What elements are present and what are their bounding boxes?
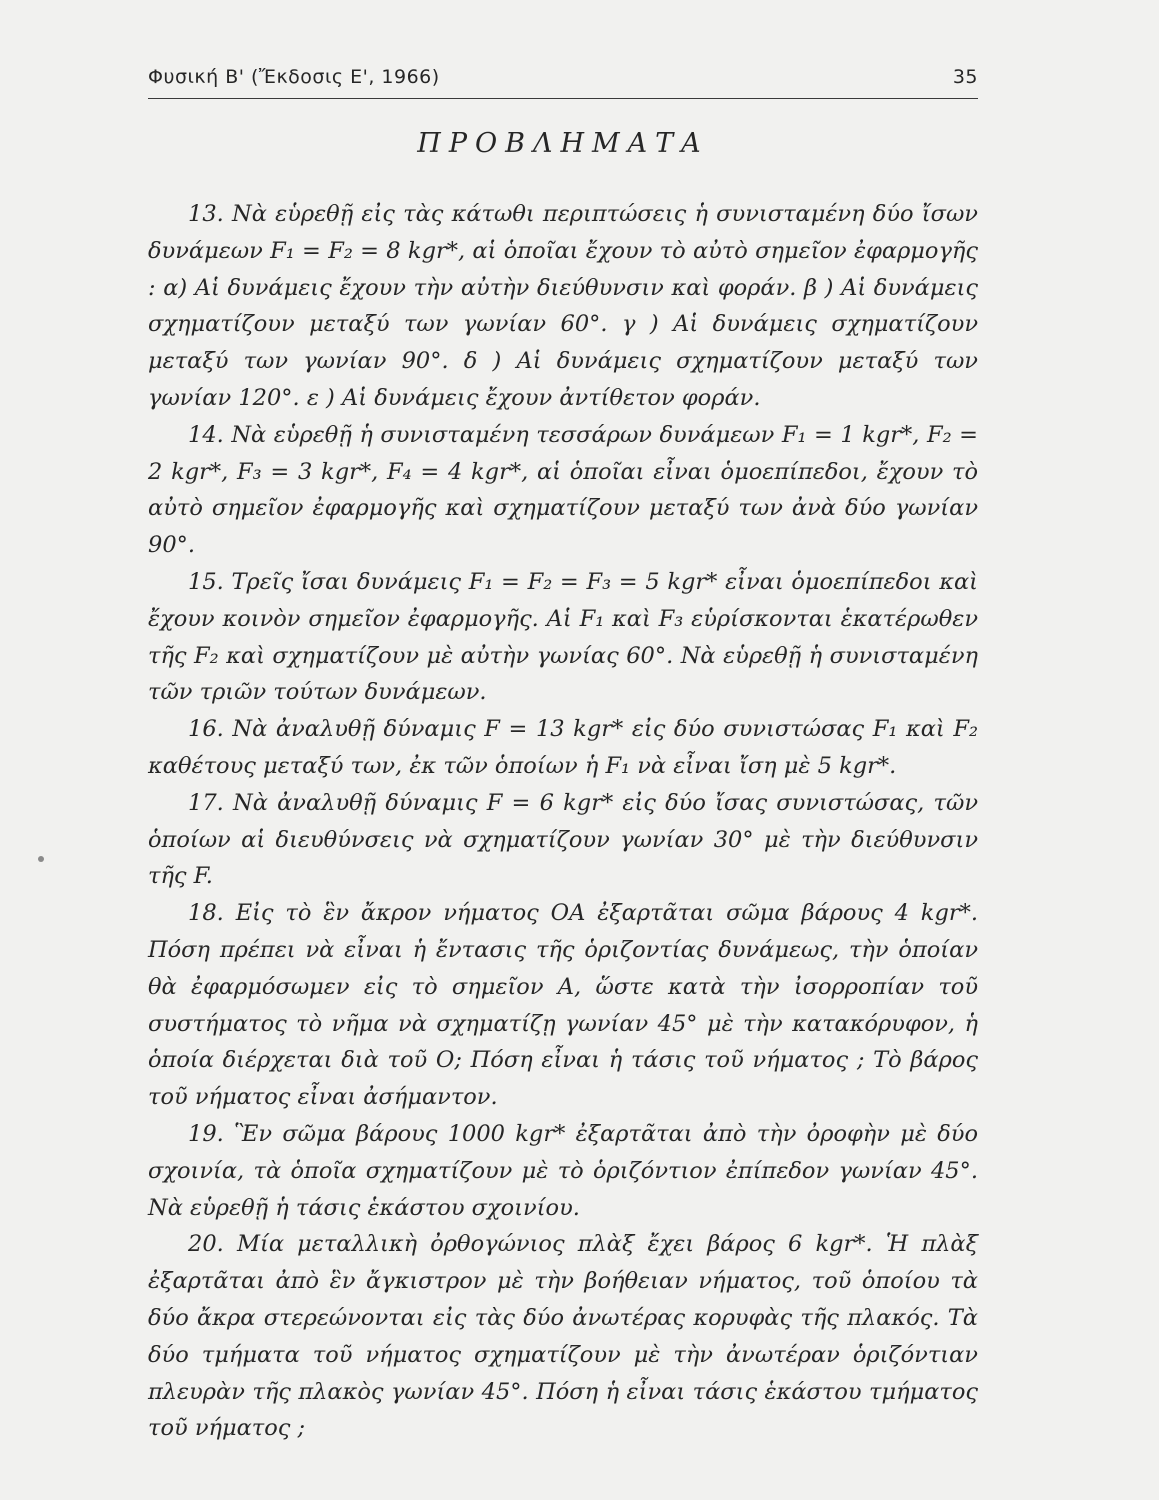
problem-19 — [148, 1116, 978, 1226]
page-number: 35 — [952, 66, 978, 88]
problem-text: Μία μεταλλικὴ ὀρθογώνιος πλὰξ ἔχει βάρος 6 kgr*. Ἡ πλὰξ ἐξαρτᾶται ἀπὸ ἓν ἄγκιστρον μὲ τὴν βοήθειαν νήματος, τοῦ ὁποίου τὰ δύο ἄκρα στερεώνονται εἰς τὰς δύο ἀνωτέρας κορυφὰς τῆς πλακός. Τὰ δύο τμήματα τοῦ νήματος σχηματίζουν μὲ τὴν ἀνωτέραν ὁριζόντιαν πλευρὰν τῆς πλακὸς γωνίαν 45°. Πόση ἡ εἶναι τάσις ἑκάστου τμήματος τοῦ νήματος ; — [148, 1231, 978, 1442]
problem-14 — [148, 417, 978, 564]
problem-number: 18. — [188, 900, 224, 927]
problem-text: Ἓν σῶμα βάρους 1000 kgr* ἐξαρτᾶται ἀπὸ τὴν ὀροφὴν μὲ δύο σχοινία, τὰ ὁποῖα σχηματίζουν μὲ τὸ ὁριζόντιον ἐπίπεδον γωνίαν 45°. Νὰ εὑρεθῇ ἡ τάσις ἑκάστου σχοινίου. — [148, 1120, 978, 1221]
problem-text: Τρεῖς ἴσαι δυνάμεις F₁ = F₂ = F₃ = 5 kgr* εἶναι ὁμοεπίπεδοι καὶ ἔχουν κοινὸν σημεῖον ἐφαρμογῆς. Αἱ F₁ καὶ F₃ εὑρίσκονται ἑκατέρωθεν τῆς F₂ καὶ σχηματίζουν μὲ αὐτὴν γωνίας 60°. Νὰ εὑρεθῇ ἡ συνισταμένη τῶν τριῶν τούτων δυνάμεων. — [148, 568, 979, 706]
problem-number: 20. — [188, 1231, 224, 1258]
problem-number: 14. — [188, 421, 224, 448]
problem-text: Εἰς τὸ ἓν ἄκρον νήματος ΟΑ ἐξαρτᾶται σῶμα βάρους 4 kgr*. Πόση πρέπει νὰ εἶναι ἡ ἔντασις τῆς ὁριζοντίας δυνάμεως, τὴν ὁποίαν θὰ ἐφαρμόσωμεν εἰς τὸ σημεῖον Α, ὥστε κατὰ τὴν ἰσορροπίαν τοῦ συστήματος τὸ νῆμα νὰ σχηματίζῃ γωνίαν 45° μὲ τὴν κατακόρυφον, ἡ ὁποία διέρχεται διὰ τοῦ Ο; Πόση εἶναι ἡ τάσις τοῦ νήματος ; Τὸ βάρος τοῦ νήματος εἶναι ἀσήμαντον. — [148, 900, 979, 1111]
problem-20 — [148, 1226, 978, 1447]
problem-number: 13. — [188, 201, 224, 227]
problem-text: Νὰ εὑρεθῇ ἡ συνισταμένη τεσσάρων δυνάμεων F₁ = 1 kgr*, F₂ = 2 kgr*, F₃ = 3 kgr*, F₄ = 4 kgr*, αἱ ὁποῖαι εἶναι ὁμοεπίπεδοι, ἔχουν τὸ αὐτὸ σημεῖον ἐφαρμογῆς καὶ σχηματίζουν μεταξύ των ἀνὰ δύο γωνίαν 90°. — [148, 421, 978, 559]
running-header — [148, 62, 978, 99]
problem-number: 17. — [188, 789, 224, 816]
problem-17 — [148, 785, 978, 895]
problem-18 — [148, 895, 978, 1116]
problem-16 — [148, 711, 978, 785]
problem-number: 19. — [188, 1120, 224, 1147]
problem-number: 15. — [188, 568, 224, 595]
problem-text: Νὰ ἀναλυθῇ δύναμις F = 6 kgr* εἰς δύο ἴσας συνιστώσας, τῶν ὁποίων αἱ διευθύνσεις νὰ σχηματίζουν γωνίαν 30° μὲ τὴν διεύθυνσιν τῆς F. — [148, 789, 978, 890]
margin-speck — [38, 856, 44, 862]
section-title: ΠΡΟΒΛΗΜΑΤΑ — [417, 128, 709, 159]
problem-text: Νὰ εὑρεθῇ εἰς τὰς κάτωθι περιπτώσεις ἡ συνισταμένη δύο ἴσων δυνάμεων F₁ = F₂ = 8 kgr*, αἱ ὁποῖαι ἔχουν τὸ αὐτὸ σημεῖον ἐφαρμογῆς : α) Αἱ δυνάμεις ἔχουν τὴν αὐτὴν διεύθυνσιν καὶ φοράν. β ) Αἱ δυνάμεις σχηματίζουν μεταξύ των γωνίαν 60°. γ ) Αἱ δυνάμεις σχηματίζουν μεταξύ των γωνίαν 90°. δ ) Αἱ δυνάμεις σχηματίζουν μεταξύ των γωνίαν 120°. ε ) Αἱ δυνάμεις ἔχουν ἀντίθετον φοράν. — [148, 201, 978, 411]
problem-number: 16. — [188, 716, 224, 743]
problem-15 — [148, 564, 978, 711]
problem-13 — [148, 196, 978, 417]
problems-list — [148, 196, 978, 1447]
running-title: Φυσική Β' (Ἔκδοσις Ε', 1966) — [148, 66, 440, 88]
problem-text: Νὰ ἀναλυθῇ δύναμις F = 13 kgr* εἰς δύο συνιστώσας F₁ καὶ F₂ καθέτους μεταξύ των, ἐκ τῶν ὁποίων ἡ F₁ νὰ εἶναι ἴση μὲ 5 kgr*. — [148, 716, 978, 779]
